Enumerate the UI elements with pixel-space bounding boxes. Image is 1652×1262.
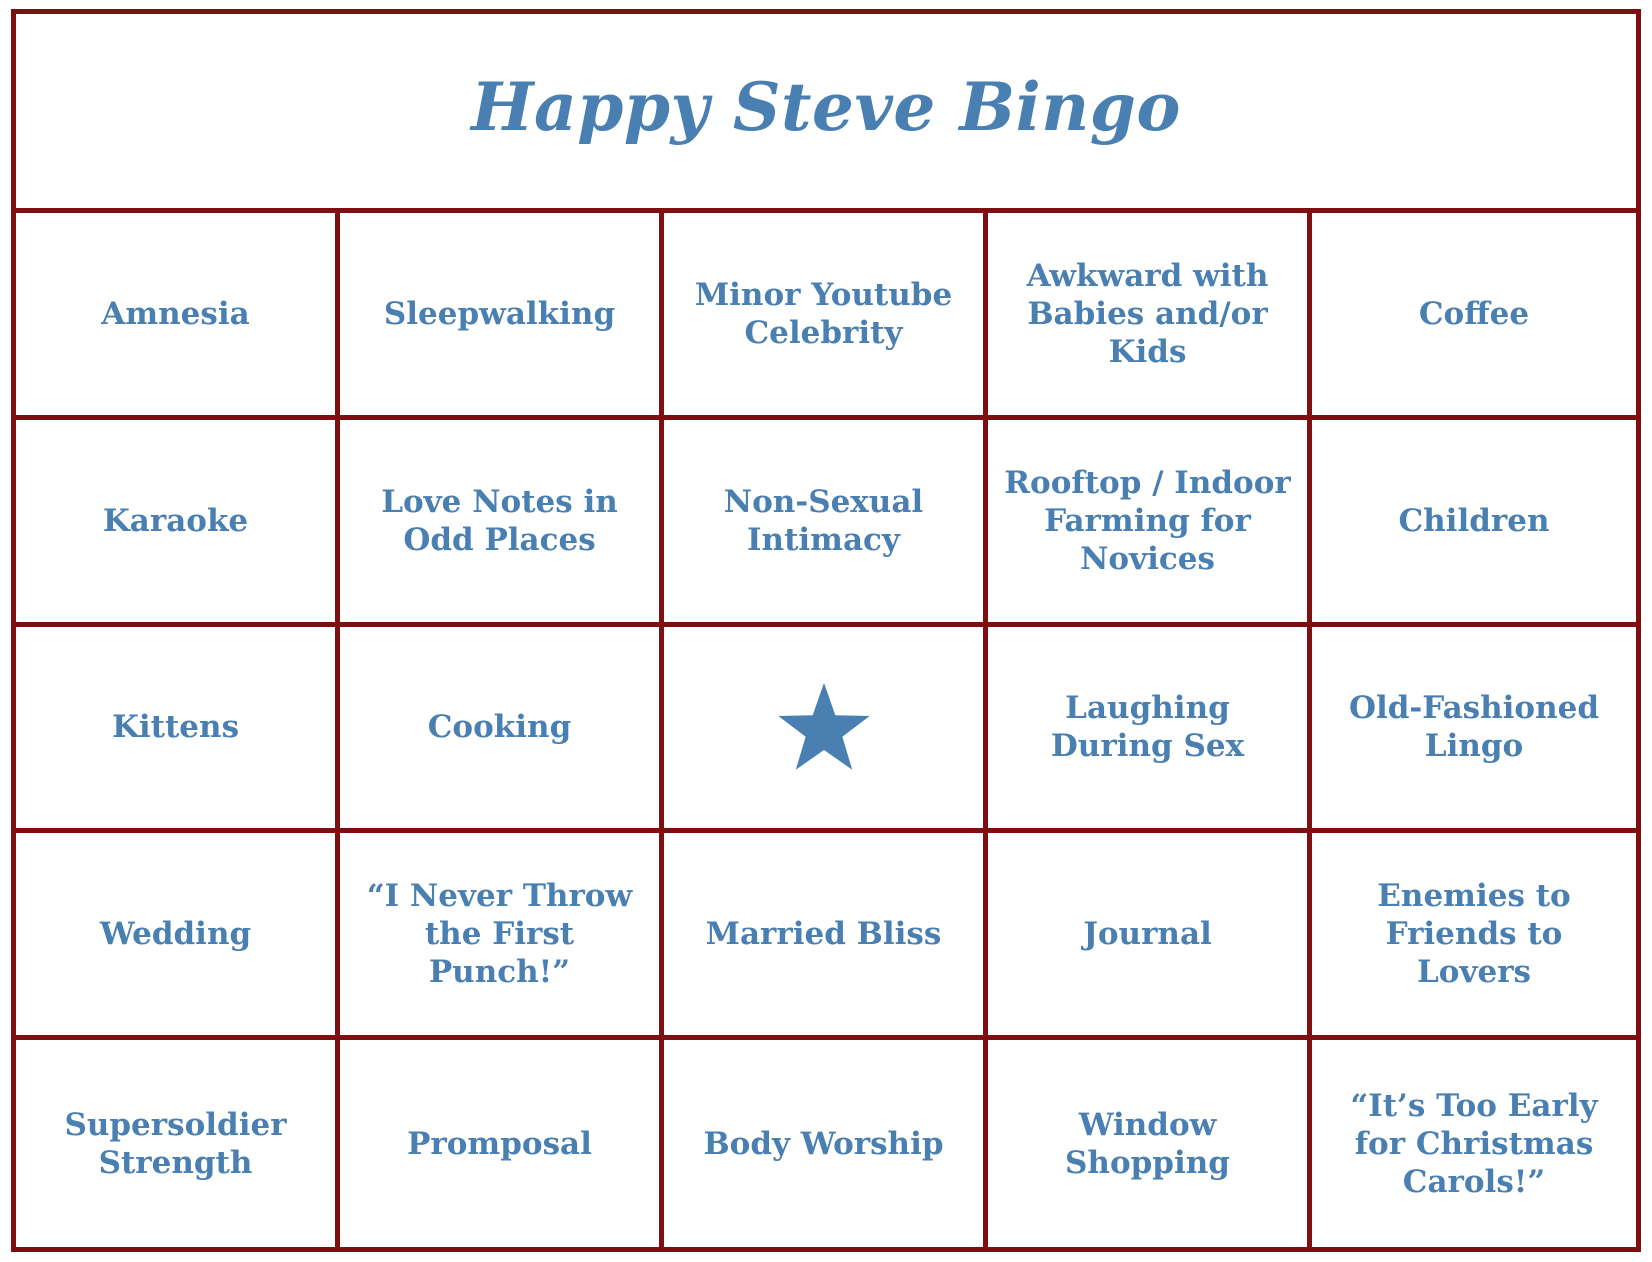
cell-label: “I Never Throw the First Punch!” xyxy=(366,878,633,991)
cell-label: Coffee xyxy=(1418,295,1530,332)
bingo-card xyxy=(11,9,1641,1252)
cell-label: Sleepwalking xyxy=(383,295,616,332)
cell-label: Awkward with Babies and/or Kids xyxy=(1026,257,1269,370)
bingo-cell xyxy=(16,420,340,627)
bingo-cell xyxy=(664,833,988,1040)
bingo-cell xyxy=(664,420,988,627)
title-row xyxy=(16,14,1636,213)
cell-label: Karaoke xyxy=(102,502,249,539)
bingo-cell xyxy=(664,1040,988,1247)
bingo-cell xyxy=(16,1040,340,1247)
cell-label: Promposal xyxy=(407,1125,592,1162)
cell-label: “It’s Too Early for Christmas Carols!” xyxy=(1350,1087,1598,1200)
bingo-cell xyxy=(16,213,340,420)
bingo-cell xyxy=(988,420,1312,627)
cell-label: Cooking xyxy=(427,709,572,746)
cell-label: Body Worship xyxy=(703,1125,944,1162)
cell-label: Enemies to Friends to Lovers xyxy=(1377,878,1571,991)
cell-label: Old-Fashioned Lingo xyxy=(1348,690,1600,765)
bingo-grid xyxy=(16,213,1636,1247)
page-title: Happy Steve Bingo xyxy=(471,68,1181,146)
bingo-cell xyxy=(1312,420,1636,627)
cell-label: Minor Youtube Celebrity xyxy=(694,276,953,351)
cell-label: Window Shopping xyxy=(1065,1106,1230,1181)
cell-label: Journal xyxy=(1083,916,1212,953)
bingo-cell xyxy=(1312,213,1636,420)
cell-label: Married Bliss xyxy=(705,916,942,953)
bingo-cell xyxy=(340,1040,664,1247)
star-icon xyxy=(776,679,872,775)
bingo-cell xyxy=(988,1040,1312,1247)
cell-label: Laughing During Sex xyxy=(1050,690,1245,765)
bingo-cell xyxy=(988,627,1312,834)
bingo-cell xyxy=(988,213,1312,420)
bingo-cell xyxy=(988,833,1312,1040)
cell-label: Supersoldier Strength xyxy=(64,1106,287,1181)
free-space-cell xyxy=(664,627,988,834)
cell-label: Rooftop / Indoor Farming for Novices xyxy=(1004,464,1291,577)
cell-label: Wedding xyxy=(99,916,252,953)
bingo-cell xyxy=(340,420,664,627)
bingo-cell xyxy=(340,627,664,834)
bingo-cell xyxy=(1312,833,1636,1040)
bingo-cell xyxy=(1312,1040,1636,1247)
bingo-cell xyxy=(340,833,664,1040)
bingo-cell xyxy=(16,627,340,834)
bingo-cell xyxy=(340,213,664,420)
cell-label: Non-Sexual Intimacy xyxy=(723,483,924,558)
bingo-cell xyxy=(664,213,988,420)
cell-label: Love Notes in Odd Places xyxy=(381,483,618,558)
cell-label: Children xyxy=(1398,502,1550,539)
bingo-cell xyxy=(16,833,340,1040)
cell-label: Kittens xyxy=(111,709,240,746)
cell-label: Amnesia xyxy=(101,295,250,332)
bingo-cell xyxy=(1312,627,1636,834)
